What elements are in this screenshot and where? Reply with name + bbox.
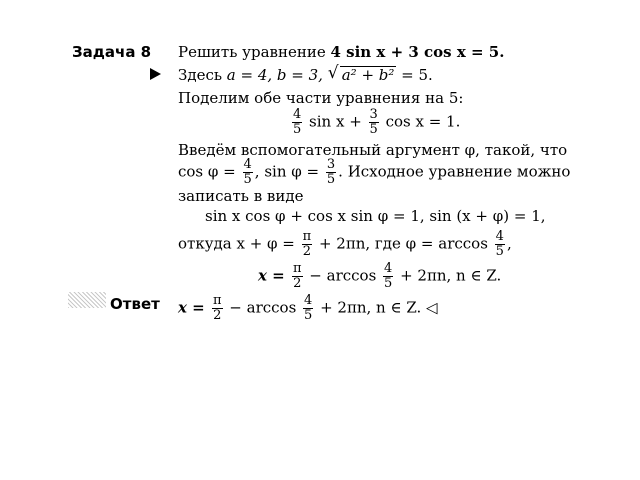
problem-equation: 4 sin x + 3 cos x = 5. — [330, 43, 505, 61]
fraction — [212, 294, 223, 323]
denominator: 5 — [293, 122, 302, 137]
sum-formula-line: sin x cos φ + cos x sin φ = 1, sin (x + φ) = 1, — [205, 207, 546, 225]
fraction — [302, 230, 313, 259]
denominator: 5 — [495, 244, 504, 259]
line-text: cos φ = — [178, 162, 241, 181]
numerator: 4 — [304, 293, 313, 308]
equation-text: sin x + — [304, 112, 367, 131]
numerator: π — [302, 229, 312, 244]
denominator: 5 — [369, 122, 378, 137]
denominator: 2 — [302, 244, 312, 259]
denominator: 2 — [293, 276, 302, 291]
line-text: + 2πn, n ∈ Z. — [395, 266, 502, 285]
scan-artifact — [68, 292, 106, 308]
problem-statement — [178, 44, 504, 61]
fraction — [292, 108, 302, 137]
sqrt-icon: √ — [327, 63, 339, 83]
line-text: + 2πn, где φ = arccos — [314, 234, 493, 253]
line-text: , sin φ = — [254, 162, 324, 181]
line-text: x = — [178, 298, 210, 317]
normalized-equation — [290, 108, 460, 137]
denominator: 5 — [326, 172, 336, 187]
fraction — [292, 262, 303, 291]
divide-line: Поделим обе части уравнения на 5: — [178, 89, 464, 107]
line-text: , — [506, 234, 512, 253]
equation-text: cos x = 1. — [380, 112, 461, 131]
solution-marker-icon — [150, 68, 161, 80]
fraction — [369, 108, 379, 137]
fraction — [495, 230, 505, 259]
line-text: − arccos — [304, 266, 382, 285]
denominator: 5 — [304, 308, 313, 323]
line-text: откуда x + φ = — [178, 234, 300, 253]
numerator: 4 — [495, 229, 504, 244]
answer-label: Ответ — [110, 295, 160, 313]
coefficients-line — [178, 63, 433, 84]
cos-sin-definition — [178, 158, 570, 187]
denominator: 5 — [384, 276, 393, 291]
fraction — [303, 294, 313, 323]
line-text: Здесь — [178, 66, 227, 84]
problem-text: Решить уравнение — [178, 43, 331, 61]
numerator: 3 — [326, 157, 336, 172]
sqrt-expression — [327, 63, 397, 84]
line-text: + 2πn, n ∈ Z. ◁ — [315, 298, 438, 317]
line-text: x = — [258, 266, 290, 285]
line-text: . Исходное уравнение можно — [338, 162, 571, 181]
fraction — [243, 158, 253, 187]
numerator: 4 — [243, 157, 252, 172]
denominator: 2 — [213, 308, 222, 323]
radicand: a² + b² — [341, 66, 395, 84]
fraction — [326, 158, 336, 187]
solution-line — [178, 230, 512, 259]
line-text: = 5. — [396, 66, 433, 84]
numerator: 3 — [369, 107, 378, 122]
fraction — [383, 262, 393, 291]
general-solution — [258, 262, 501, 291]
answer — [178, 294, 438, 323]
auxiliary-argument-line: Введём вспомогательный аргумент φ, такой, что — [178, 141, 568, 159]
rewrite-line: записать в виде — [178, 187, 304, 205]
numerator: π — [212, 293, 222, 308]
denominator: 5 — [243, 172, 252, 187]
numerator: 4 — [293, 107, 302, 122]
coefficients: a = 4, b = 3, — [226, 66, 328, 84]
task-label: Задача 8 — [72, 43, 152, 61]
numerator: π — [292, 261, 302, 276]
line-text: − arccos — [224, 298, 302, 317]
numerator: 4 — [384, 261, 393, 276]
